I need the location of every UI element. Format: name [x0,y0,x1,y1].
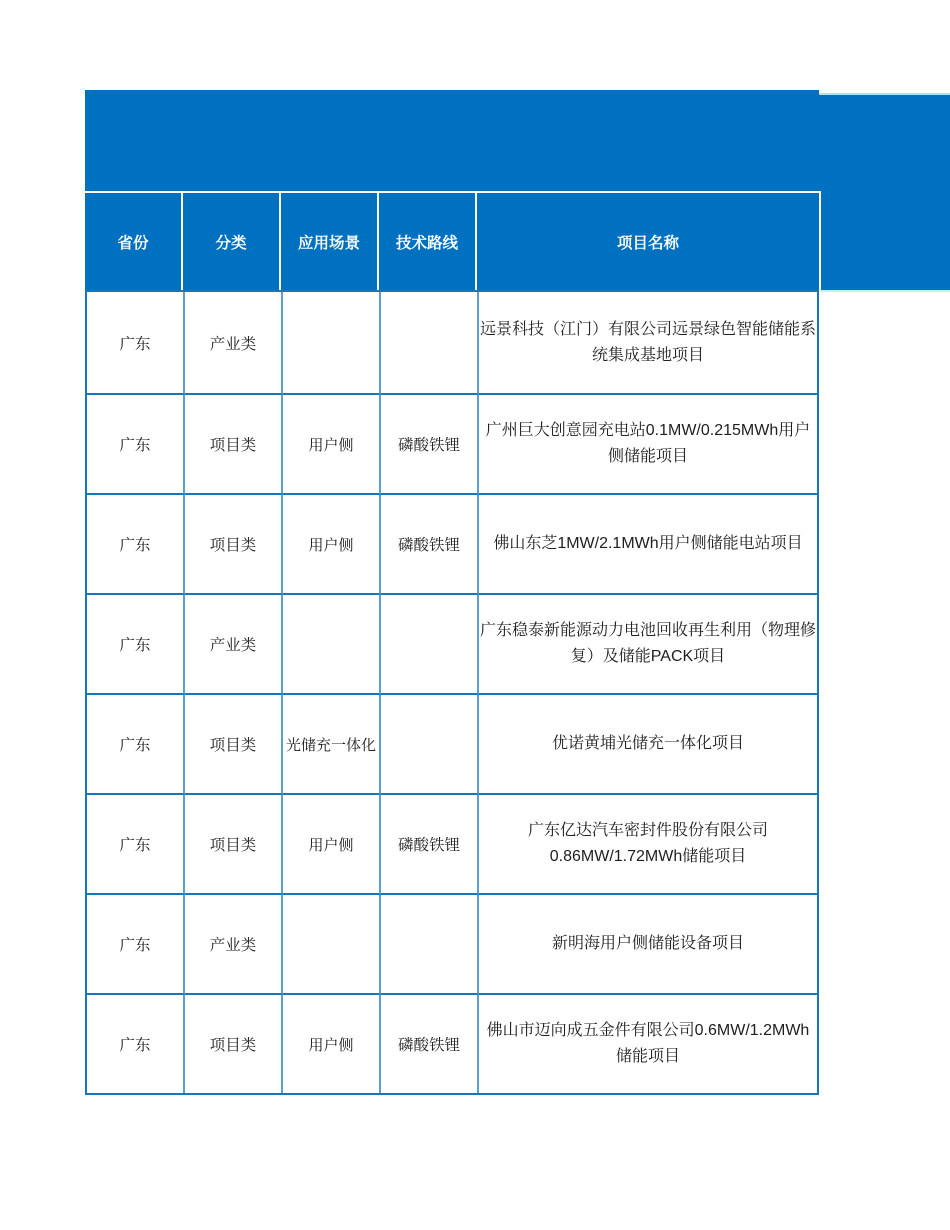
column-header-tech: 技术路线 [379,193,477,290]
cell-project-name: 新明海用户侧储能设备项目 [479,895,817,995]
cell-category: 产业类 [185,895,283,995]
cell-province: 广东 [87,995,185,1093]
cell-project-name: 广东亿达汽车密封件股份有限公司0.86MW/1.72MWh储能项目 [479,795,817,895]
table-header-row [85,193,819,290]
cell-project-name: 广东稳泰新能源动力电池回收再生利用（物理修复）及储能PACK项目 [479,595,817,695]
cell-scenario [283,595,381,695]
cell-scenario [283,895,381,995]
column-header-scenario: 应用场景 [281,193,379,290]
cell-category: 产业类 [185,595,283,695]
cell-tech: 磷酸铁锂 [381,795,479,895]
cell-scenario: 光储充一体化 [283,695,381,795]
cell-tech: 磷酸铁锂 [381,995,479,1093]
cell-category: 项目类 [185,995,283,1093]
cell-scenario: 用户侧 [283,795,381,895]
header-side-panel [821,191,950,292]
cell-scenario: 用户侧 [283,395,381,495]
cell-province: 广东 [87,595,185,695]
cell-category: 项目类 [185,695,283,795]
cell-project-name: 远景科技（江门）有限公司远景绿色智能储能系统集成基地项目 [479,292,817,395]
cell-project-name: 佛山市迈向成五金件有限公司0.6MW/1.2MWh储能项目 [486,1022,810,1065]
cell-tech [381,595,479,695]
band-notch-cyan [819,93,950,95]
cell-category: 产业类 [185,292,283,395]
column-header-project-name: 项目名称 [477,193,819,290]
cell-category: 项目类 [185,795,283,895]
cell-province: 广东 [87,495,185,595]
cell-tech: 磷酸铁锂 [381,495,479,595]
cell-province: 广东 [87,292,185,395]
cell-tech: 磷酸铁锂 [381,395,479,495]
cell-project-name: 广州巨大创意园充电站0.1MW/0.215MWh用户侧储能项目 [479,395,817,495]
cell-province: 广东 [87,895,185,995]
column-header-category: 分类 [183,193,281,290]
cell-tech [381,292,479,395]
column-header-province: 省份 [85,193,183,290]
cell-province: 广东 [87,395,185,495]
projects-table [85,290,819,1095]
cell-project-name: 优诺黄埔光储充一体化项目 [479,695,817,795]
cell-scenario: 用户侧 [283,995,381,1093]
cell-tech [381,695,479,795]
cell-category: 项目类 [185,495,283,595]
title-band [85,90,950,191]
cell-category: 项目类 [185,395,283,495]
cell-scenario [283,292,381,395]
cell-province: 广东 [87,795,185,895]
cell-province: 广东 [87,695,185,795]
cell-scenario: 用户侧 [283,495,381,595]
cell-tech [381,895,479,995]
cell-project-name: 佛山东芝1MW/2.1MWh用户侧储能电站项目 [479,495,817,595]
